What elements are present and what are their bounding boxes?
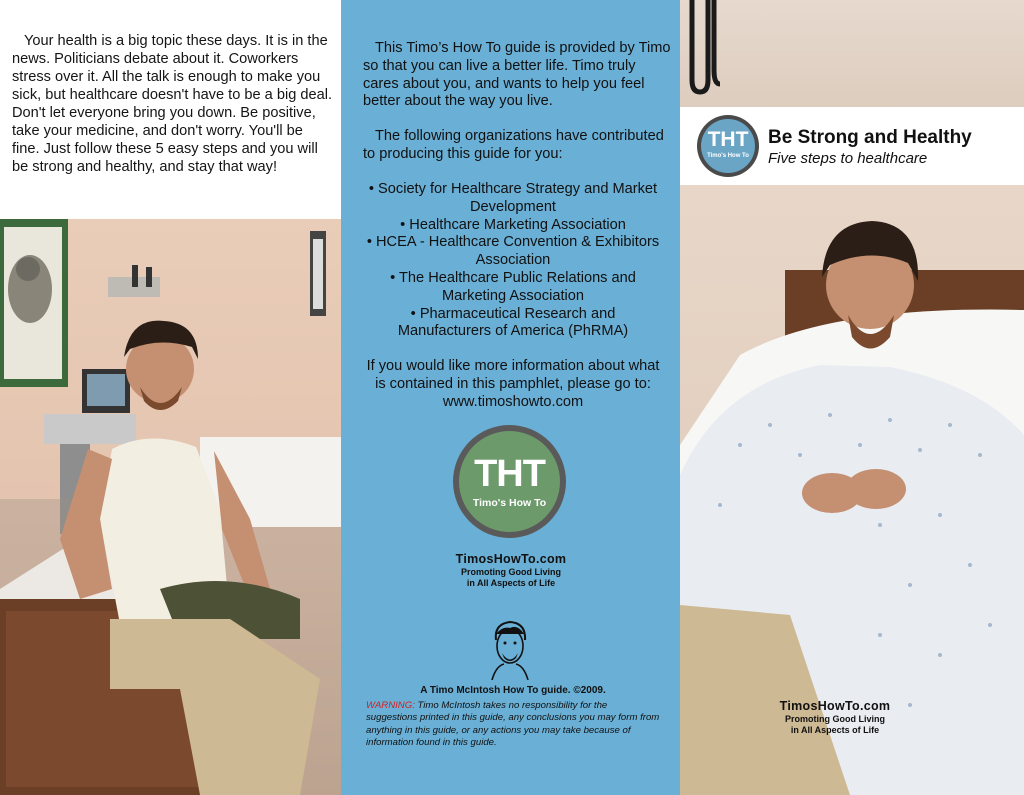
organizations-list xyxy=(363,181,663,341)
logo-letters: THT xyxy=(474,453,545,495)
title-bar xyxy=(680,107,1024,185)
list-item: • Society for Healthcare Strategy and Market Development xyxy=(368,181,658,215)
site-name: TimosHowTo.com xyxy=(779,699,891,713)
site-tagline-line2: in All Aspects of Life xyxy=(466,578,556,588)
warning-disclaimer xyxy=(366,700,661,750)
tht-logo xyxy=(453,425,566,538)
middle-panel xyxy=(341,0,680,795)
left-panel xyxy=(0,0,341,795)
site-tagline-line1: Promoting Good Living xyxy=(461,567,561,577)
warning-label: WARNING: xyxy=(366,700,415,711)
logo-subtitle: Timo's How To xyxy=(472,497,547,509)
site-name: TimosHowTo.com xyxy=(455,552,567,566)
right-panel xyxy=(680,0,1024,795)
site-block xyxy=(735,699,935,736)
logo-letters: THT xyxy=(707,128,749,151)
list-item: • Healthcare Marketing Association xyxy=(400,216,626,233)
logo-subtitle: Timo's How To xyxy=(707,153,749,159)
site-block xyxy=(411,552,611,589)
organizations-intro: The following organizations have contributed to producing this guide for you: xyxy=(363,128,664,162)
wall-photo-strip xyxy=(680,0,1024,107)
site-tagline-line2: in All Aspects of Life xyxy=(790,725,880,735)
tht-logo xyxy=(697,115,759,177)
warning-text: Timo McIntosh takes no responsibility for the suggestions printed in this guide, any conclusions you may form from anything in this guide, or any actions you may take because of information found in this guide. xyxy=(366,700,660,749)
list-item: • Pharmaceutical Research and Manufacturers of America (PhRMA) xyxy=(397,305,629,340)
site-tagline-line1: Promoting Good Living xyxy=(785,714,885,724)
page-title: Be Strong and Healthy xyxy=(768,127,972,148)
exam-room-photo xyxy=(0,219,341,795)
exam-room-illustration xyxy=(0,219,341,795)
credit-line: A Timo McIntosh How To guide. ©2009. xyxy=(420,685,606,696)
intro-paragraph: Your health is a big topic these days. It is in the news. Politicians debate about it. Coworkers stress over it. All the talk is enough to make you sick, but healthcare doesn't have to be a big deal. Don't let everyone bring you down. Be positive, take your medicine, and don't worry. You'll be fine. Just follow these 5 easy steps and you will be strong and healthy, and stay that way! xyxy=(12,33,333,175)
list-item: • The Healthcare Public Relations and Marketing Association xyxy=(390,269,636,304)
more-info-paragraph: If you would like more information about what is contained in this pamphlet, please go to: www.timoshowto.com xyxy=(366,358,660,410)
coiled-cable-illustration xyxy=(686,0,726,95)
page-subtitle: Five steps to healthcare xyxy=(768,150,928,167)
timo-sketch-icon xyxy=(486,618,534,680)
list-item: • HCEA - Healthcare Convention & Exhibitors Association xyxy=(366,234,660,269)
guide-intro-paragraph: This Timo’s How To guide is provided by Timo so that you can live a better life. Timo truly cares about you, and wants to help you feel better about the way you live. xyxy=(363,40,671,110)
